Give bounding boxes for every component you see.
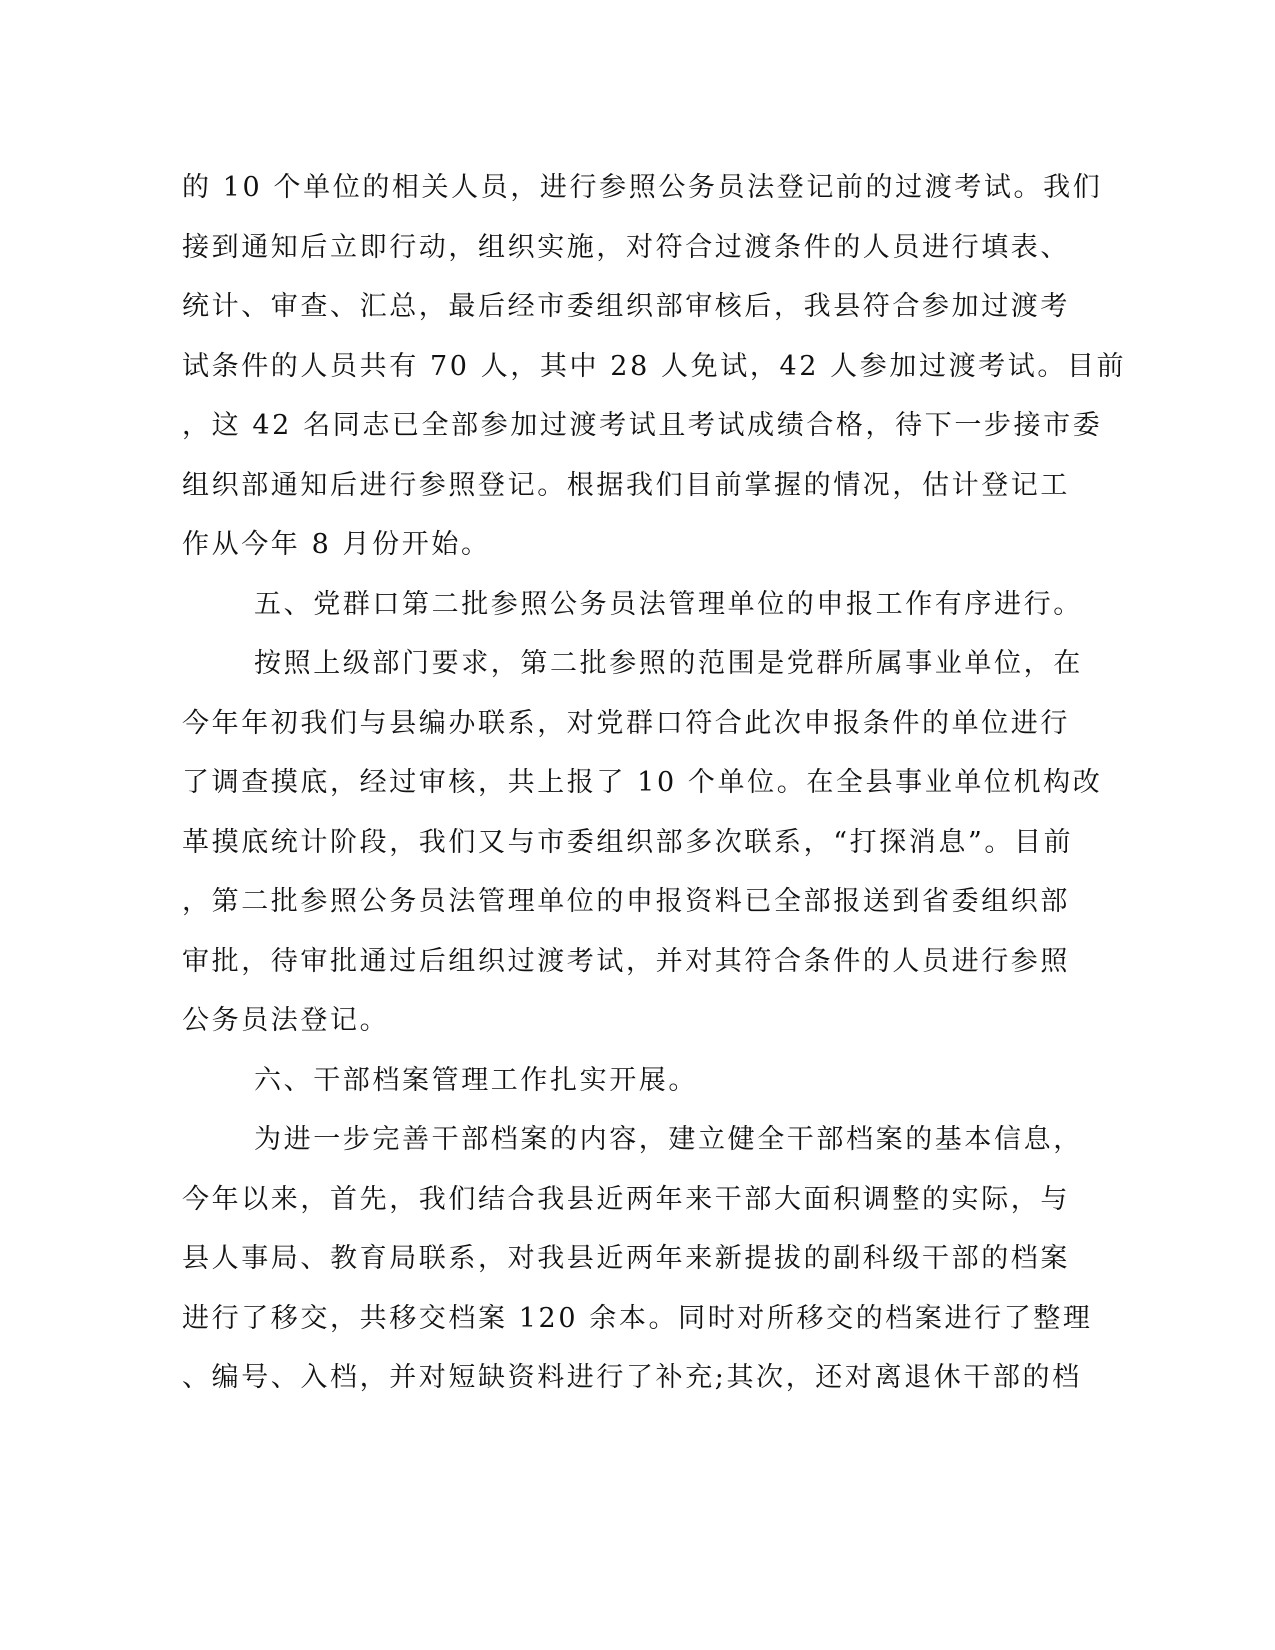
- text-line: 公务员法登记。: [182, 1005, 390, 1036]
- text-line: ，第二批参照公务员法管理单位的申报资料已全部报送到省委组织部: [182, 886, 1070, 917]
- text-line: ，这 42 名同志已全部参加过渡考试且考试成绩合格，待下一步接市委: [182, 410, 1103, 441]
- section-heading-five: 五、党群口第二批参照公务员法管理单位的申报工作有序进行。: [254, 588, 1083, 620]
- text-line: 作从今年 8 月份开始。: [182, 529, 491, 560]
- text-line: 、编号、入档，并对短缺资料进行了补充;其次，还对离退休干部的档: [182, 1362, 1082, 1393]
- text-line: 审批，待审批通过后组织过渡考试，并对其符合条件的人员进行参照: [182, 945, 1070, 977]
- text-line: 为进一步完善干部档案的内容，建立健全干部档案的基本信息，: [254, 1124, 1083, 1155]
- text-line: 试条件的人员共有 70 人，其中 28 人免试，42 人参加过渡考试。目前: [182, 350, 1127, 382]
- text-line: 的 10 个单位的相关人员，进行参照公务员法登记前的过渡考试。我们: [182, 172, 1103, 203]
- text-line: 接到通知后立即行动，组织实施，对符合过渡条件的人员进行填表、: [182, 231, 1070, 263]
- text-line: 组织部通知后进行参照登记。根据我们目前掌握的情况，估计登记工: [182, 469, 1070, 501]
- text-line: 革摸底统计阶段，我们又与市委组织部多次联系，“打探消息”。目前: [182, 826, 1074, 858]
- text-line: 统计、审查、汇总，最后经市委组织部审核后，我县符合参加过渡考: [182, 291, 1070, 322]
- section-heading-six: 六、干部档案管理工作扎实开展。: [254, 1064, 698, 1096]
- text-line: 了调查摸底，经过审核，共上报了 10 个单位。在全县事业单位机构改: [182, 767, 1103, 798]
- body-text: [182, 158, 1127, 1408]
- text-line: 今年年初我们与县编办联系，对党群口符合此次申报条件的单位进行: [182, 707, 1070, 739]
- text-line: 县人事局、教育局联系，对我县近两年来新提拔的副科级干部的档案: [182, 1243, 1070, 1274]
- text-line: 进行了移交，共移交档案 120 余本。同时对所移交的档案进行了整理: [182, 1302, 1093, 1334]
- text-line: 今年以来，首先，我们结合我县近两年来干部大面积调整的实际，与: [182, 1183, 1070, 1215]
- text-line: 按照上级部门要求，第二批参照的范围是党群所属事业单位，在: [254, 648, 1083, 679]
